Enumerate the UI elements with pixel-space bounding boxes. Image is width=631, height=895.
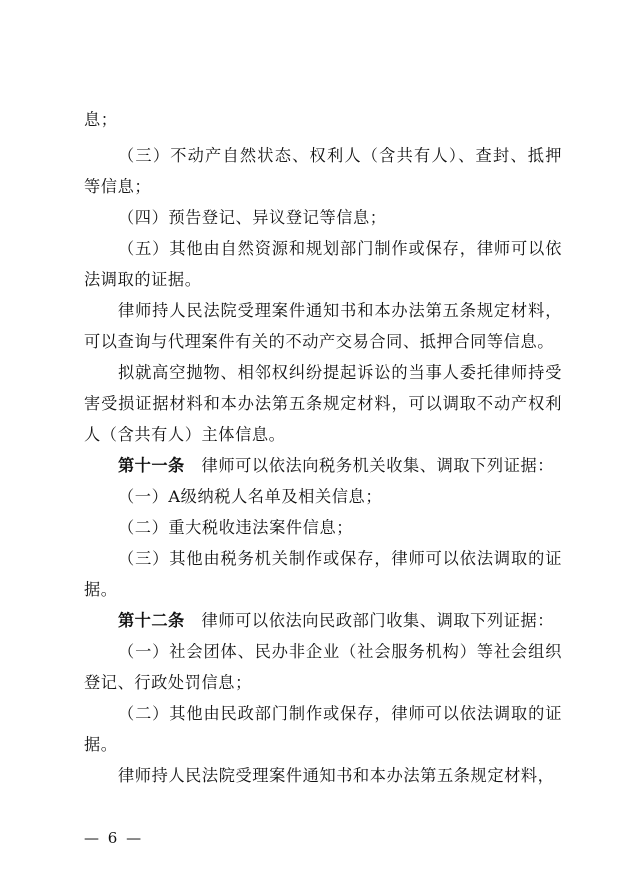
paragraph-court-notice: 律师持人民法院受理案件通知书和本办法第五条规定材料，可以查询与代理案件有关的不动产交易合同、抵押合同等信息。 (84, 301, 562, 351)
paragraph-item-5: （五）其他由自然资源和规划部门制作或保存，律师可以依法调取的证据。 (84, 239, 562, 289)
page-number: — 6 — (84, 829, 144, 847)
article-12-item-1: （一）社会团体、民办非企业（社会服务机构）等社会组织登记、行政处罚信息； (84, 642, 562, 692)
article-11-heading: 第十一条 (118, 456, 185, 475)
paragraph-litigation: 拟就高空抛物、相邻权纠纷提起诉讼的当事人委托律师持受害受损证据材料和本办法第五条规定材料，可以调取不动产权利人（含共有人）主体信息。 (84, 363, 562, 444)
article-12-item-2: （二）其他由民政部门制作或保存，律师可以依法调取的证据。 (84, 704, 562, 754)
article-12-text: 律师可以依法向民政部门收集、调取下列证据： (201, 611, 555, 630)
article-12 (84, 605, 562, 636)
article-11-item-2: （二）重大税收违法案件信息； (118, 518, 354, 537)
article-11-text: 律师可以依法向税务机关收集、调取下列证据： (201, 456, 555, 475)
article-11-item-3: （三）其他由税务机关制作或保存，律师可以依法调取的证据。 (84, 549, 562, 599)
paragraph-item-3: （三）不动产自然状态、权利人（含共有人）、查封、抵押等信息； (84, 146, 562, 196)
paragraph-item-4: （四）预告登记、异议登记等信息； (118, 208, 387, 227)
paragraph-continuation: 息； (84, 110, 118, 129)
article-11 (84, 450, 562, 481)
article-12-heading: 第十二条 (118, 611, 185, 630)
paragraph-trailing: 律师持人民法院受理案件通知书和本办法第五条规定材料， (118, 766, 555, 785)
article-11-item-1: （一）A级纳税人名单及相关信息； (118, 487, 383, 506)
